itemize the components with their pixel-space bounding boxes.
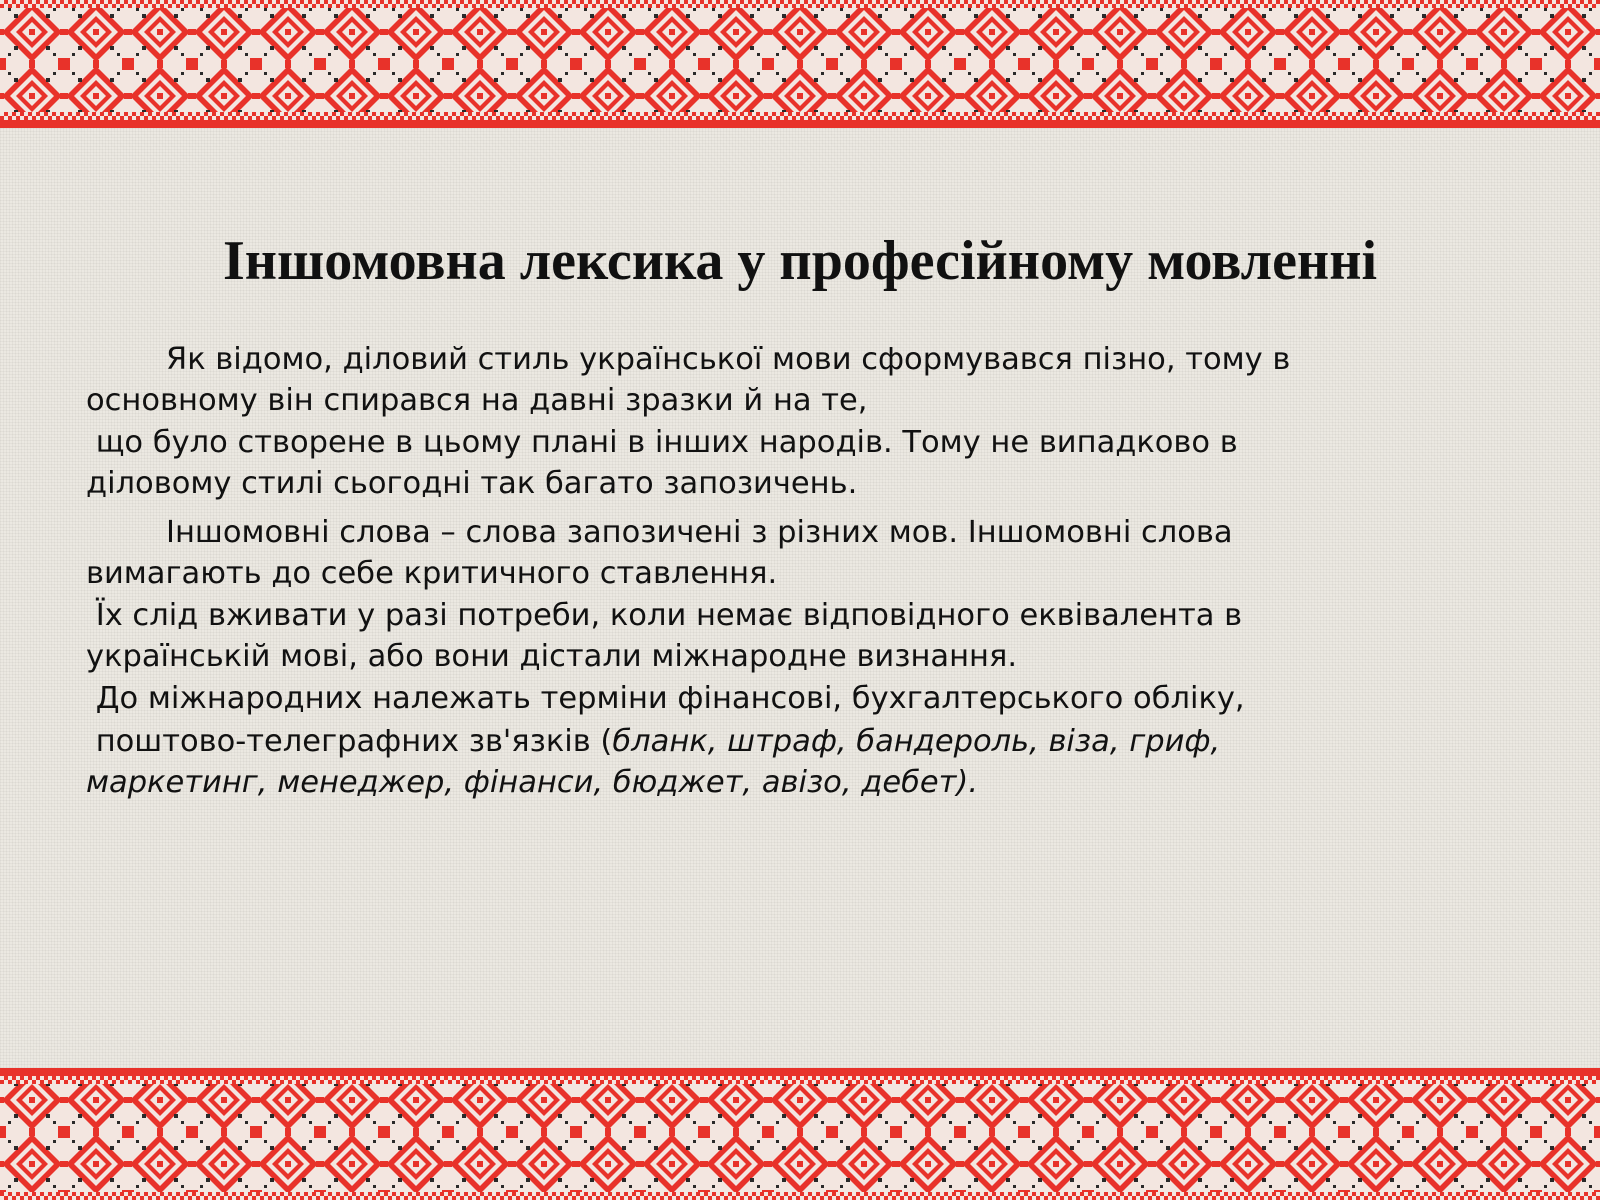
bottom-embroidery-border bbox=[0, 1068, 1600, 1200]
text-line: Іншомовні слова – слова запозичені з різних мов. Іншомовні слова bbox=[166, 515, 1233, 550]
text-line: основному він спирався на давні зразки й на те, bbox=[86, 383, 868, 418]
paragraph-foreign-words bbox=[86, 511, 1566, 803]
text-line: діловому стилі сьогодні так багато запозичень. bbox=[86, 466, 858, 501]
text-line: Їх слід вживати у разі потреби, коли немає відповідного еквівалента в bbox=[86, 598, 1243, 633]
text-line: До міжнародних належать терміни фінансові, бухгалтерського обліку, bbox=[86, 681, 1245, 716]
text-line: Як відомо, діловий стиль української мови сформувався пізно, тому в bbox=[166, 342, 1291, 377]
paragraph-borrowings-history bbox=[86, 338, 1566, 504]
examples-italic: бланк, штраф, бандероль, віза, гриф, bbox=[612, 724, 1221, 759]
text-segment: поштово-телеграфних зв'язків ( bbox=[86, 724, 613, 759]
examples-italic-continued: маркетинг, менеджер, фінанси, бюджет, авізо, дебет). bbox=[86, 765, 979, 800]
text-line: що було створене в цьому плані в інших народів. Тому не випадково в bbox=[86, 425, 1238, 460]
text-line-with-examples bbox=[86, 720, 1566, 763]
slide-title: Іншомовна лексика у професійному мовленні bbox=[222, 230, 1378, 292]
text-line: українській мові, або вони дістали міжнародне визнання. bbox=[86, 639, 1018, 674]
text-line: вимагають до себе критичного ставлення. bbox=[86, 556, 778, 591]
top-embroidery-border bbox=[0, 0, 1600, 128]
slide-body bbox=[86, 338, 1566, 803]
